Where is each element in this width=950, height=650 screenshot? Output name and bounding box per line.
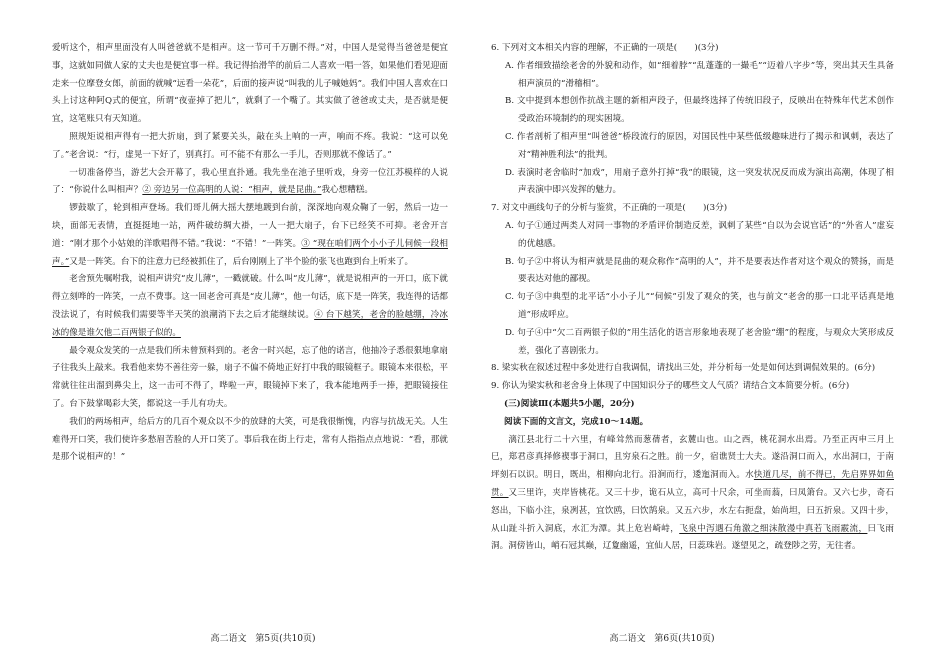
passage-paragraph — [52, 165, 448, 201]
footer-page-number: 第6页(共10页) — [654, 634, 715, 644]
section-instruction: 阅读下面的文言文，完成10～14题。 — [504, 416, 649, 427]
passage-text: 又是一阵笑。台下的注意力已经被抓住了，后台刚刚上了半个脸的张飞也跑到台上听来了。 — [69, 256, 414, 267]
passage-paragraph — [52, 271, 448, 342]
underlined-sentence: ② 旁边另一位高明的人说：“相声，就是昆曲。” — [142, 185, 322, 196]
underlined-sentence: 飞泉中泻遇石角激之细沫散漫中真若飞雨霰流， — [679, 523, 868, 534]
answer-option: A. 句子①通过两类人对同一事物的矛盾评价制造反差，讽刺了某些“自以为会说官话”的“外省人”虚妄的优越感。 — [505, 220, 894, 249]
passage-text: 我心想糟糕。 — [321, 185, 374, 196]
passage-text: 明日，既出，相柳向北行。沿涧而行，逶迤洞而入。水 — [543, 470, 754, 481]
passage-text: 我们的两场相声，给后方的几百个观众以不少的放肆的大笑，可是我很惭愧，内容与抗战无关。人生难得开口笑，我们使许多愁眉苦脸的人开口笑了。事后我在街上行走，常有人指指点点地说：“看，那就是那个说相声的！” — [52, 416, 448, 463]
answer-option: B. 句子②中将认为相声就是昆曲的观众称作“高明的人”，并不是要表达作者对这个观众的赞扬，而是要表达对他的鄙视。 — [505, 256, 894, 285]
passage-text: 最令观众发笑的一点是我们所未曾预料到的。老舍一时兴起，忘了他的诺言，他抽冷子悉很狠地拿扇子往我头上敲来。我看他来势不善往旁一躲，扇子不偏不倚地正好打中我的眼镜框子。眼镜本来很松，平常就往往出溜到鼻尖上，这一击可不得了，哗啦一声，眼镜掉下来了，我本能地两手一捧，把眼镜接住了。台下鼓掌喝彩大笑，都说这一手儿有功夫。 — [52, 345, 448, 409]
answer-option: A. 作者细致描绘老舍的外貌和动作，如“细着脖”“乱蓬蓬的一撮毛”“迈着八字步”等，突出其天生具备相声演员的“滑稽相”。 — [505, 60, 894, 89]
page-footer-left — [163, 631, 363, 644]
passage-text: 锣鼓歇了，轮到相声登场。我们哥儿俩大摇大摆地踱到台前，深深地向观众鞠了一躬，然后一边一块，面部无表情，直挺挺地一站，两件破纺绸大褂，一人一把大扇子，台下已经笑不可抑。老舍开言道：“刚才那个小姑娘的洋歌唱得不错。”我说：“不错！”一阵笑。 — [52, 203, 448, 249]
question-item: 7. 对文中画线句子的分析与鉴赏，不正确的一项是( )(3分) — [491, 203, 728, 214]
passage-paragraph — [52, 343, 448, 414]
answer-option: D. 表演时老舍临时“加戏”，用扇子意外打掉“我”的眼镜，这一突发状况反而成为演出高潮，体现了相声表演中即兴发挥的魅力。 — [505, 167, 894, 196]
reading-passage-column — [52, 40, 448, 467]
section-heading: (三)阅读Ⅲ(本题共5小题，20分) — [504, 398, 635, 409]
footer-subject: 高二语文 — [210, 634, 247, 644]
questions-column — [491, 40, 894, 556]
question-item: 6. 下列对文本相关内容的理解，不正确的一项是( )(3分) — [491, 43, 719, 53]
page-footer-right — [562, 631, 762, 644]
footer-subject: 高二语文 — [609, 634, 646, 644]
passage-paragraph — [52, 40, 448, 129]
footer-page-number: 第5页(共10页) — [255, 634, 316, 644]
passage-text: 漓江县北行二十六里，有峰耸然而葱蒨者，玄麓山也。山之西，桃花洞水出焉。乃至正丙申三月上巳，郑君彦真择修褉事于洞口，且穷泉石之胜。前一夕，宿谯贤士大夫。遂沿洞口而入，水出洞口，于南坪刻石以识。 — [491, 434, 894, 481]
underlined-sentence: ④ 台下越笑，老舍的脸越绷，冷冰冰的像是谁欠他二百两银子似的。 — [52, 309, 448, 338]
passage-paragraph — [52, 414, 448, 467]
passage-text: 老舍预先嘱咐我，说相声讲究“皮儿薄”，一戳就破。什么叫“皮儿薄”，就是说相声的一开口，底下就得立刻哗的一阵笑，一点不费事。这一回老舍可真是“皮儿薄”，他一句话，底下是一阵笑，我连得的话都没法说了，有时候我们需要等半天笑的浪潮消下去之后才能继续说。 — [52, 274, 448, 320]
question-item: 8. 梁实秋在叙述过程中多处进行自我调侃，请找出三处，并分析每一处是如何达到调侃效果的。(6分) — [491, 363, 876, 374]
question-item: 9. 你认为梁实秋和老舍身上体现了中国知识分子的哪些文人气质？请结合文本简要分析。(6分) — [491, 381, 850, 392]
answer-option: C. 句子③中典型的北平话“小小子儿”“伺候”引发了观众的笑，也与前文“老舍的那一口北平话真是地道”形成呼应。 — [505, 292, 894, 320]
passage-paragraph — [52, 200, 448, 271]
answer-option: C. 作者剖析了相声里“叫爸爸”桥段流行的原因，对国民性中某些低级趣味进行了揭示和讽刺，表达了对“精神胜利法”的批判。 — [505, 131, 894, 160]
passage-text: 一切准备停当，游艺大会开幕了，我心里直扑通。我先坐在池子里听戏，身旁一位江苏模样的人说了：“你说什么叫相声？ — [52, 167, 448, 196]
underlined-sentence: ③ “现在咱们两个小小子儿伺候一段相声。” — [52, 238, 448, 267]
answer-option: D. 句子④中“欠二百两银子似的”用生活化的语言形象地表现了老舍脸“绷”的程度，与观众大笑形成反差，强化了喜剧张力。 — [505, 327, 894, 356]
passage-text: 曰飞雨洞。洞傍皆山，峭石冠其巅，辽夐幽遥，宜仙人居，曰蕊珠岩。遂望见之，疏登陟之劳，无往者。 — [491, 523, 894, 552]
passage-text: 又三里许，夹岸皆桃花。又三十步，诡石从立，高可十尺余，可坐而蓊，曰凤箫台。又六七步，奇石怒出，下临小注，泉冽甚，宜饮鸥，曰饮鹄泉。又五六步，水左右扼盘，始尚坦，曰五折泉。又四十步，从山趾斗折入洞底，水汇为潭。其上危岩崎峙， — [491, 487, 894, 534]
passage-paragraph — [52, 129, 448, 165]
classical-passage — [491, 432, 894, 557]
answer-option: B. 文中提到本想创作抗战主题的新相声段子，但最终选择了传统旧段子，反映出在特殊年代艺术创作受政治环境制约的现实困境。 — [505, 96, 894, 125]
passage-text: 爱听这个，相声里面没有人叫爸爸就不是相声。这一节可千万删不得。”对，中国人是觉得当爸爸是便宜事，这就如同做人家的丈夫也是便宜事一样。我记得抬滑竿的前后二人喜欢一唱一答，如果他们看见迎面走来一位摩登女郎，前面的就喊“远看一朵花”，后面的接声说“叫我的儿子喊她妈”。我们中国人喜欢在口头上讨这种阿Q式的便宜，所谓“夜壶掉了把儿”，就剩了一个嘴了。其实做了爸爸或丈夫，是否就是便宜，这笔账只有天知道。 — [52, 43, 448, 125]
underlined-sentence: 快道几尽，前不得已，先启界界如鱼贯。 — [491, 470, 894, 498]
passage-text: 照规矩说相声得有一把大折扇，到了紧要关头，敲在头上响的一声，响而不疼。我说：“这可以免了。”老舍说：“行，虚晃一下好了，别真打。可不能不有那么一手儿，否则那就不像话了。” — [52, 131, 448, 160]
right-page — [475, 0, 950, 650]
